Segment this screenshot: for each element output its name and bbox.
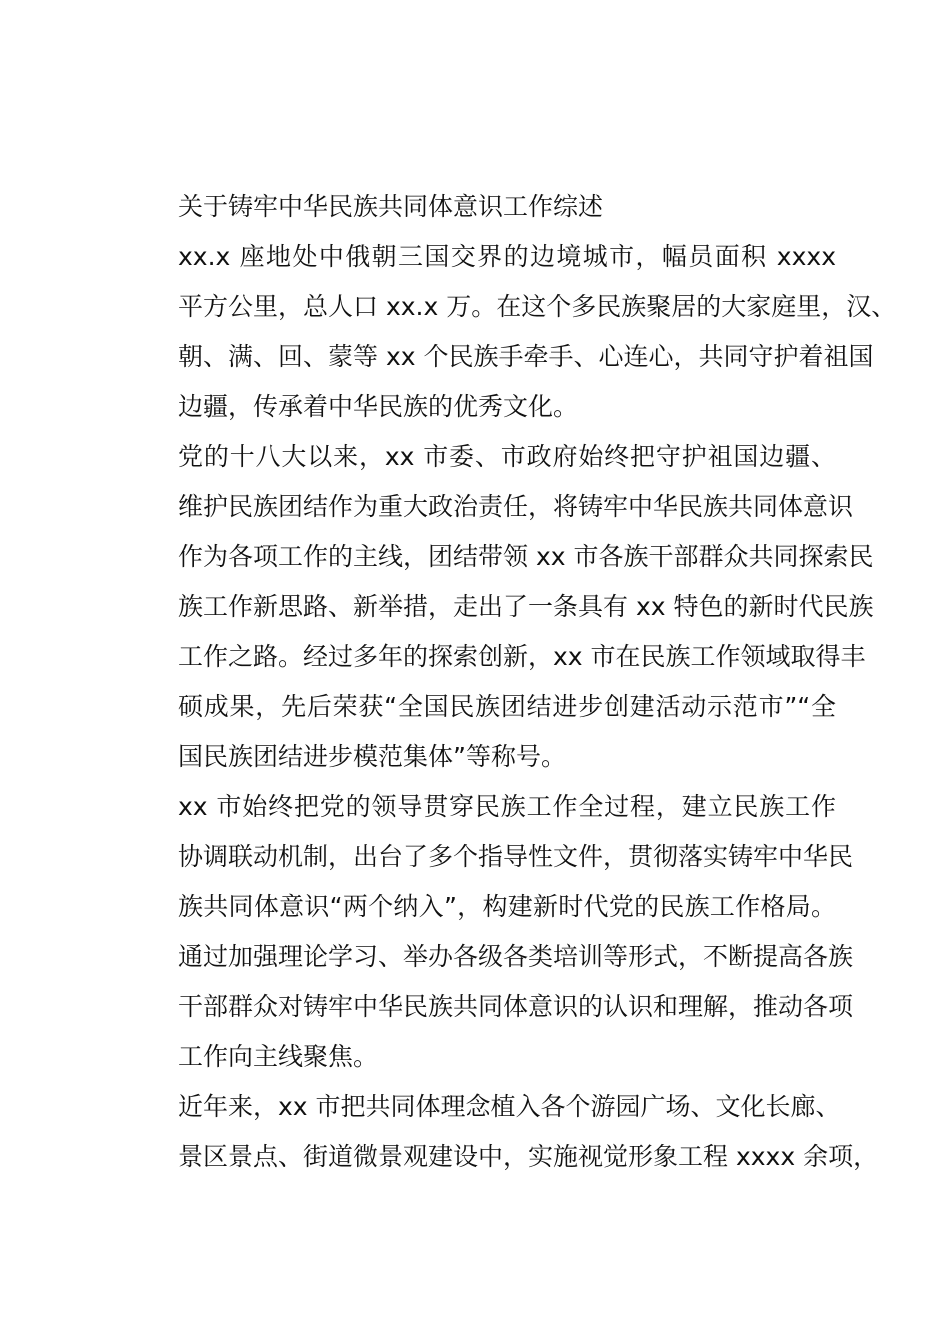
paragraph-line: 作为各项工作的主线，团结带领 xx 市各族干部群众共同探索民 xyxy=(178,542,874,571)
paragraph-line: 工作向主线聚焦。 xyxy=(178,1042,379,1071)
paragraph-line: xx 市始终把党的领导贯穿民族工作全过程，建立民族工作 xyxy=(178,792,836,821)
paragraph-line: 通过加强理论学习、举办各级各类培训等形式，不断提高各族 xyxy=(178,942,854,971)
paragraph-line: 干部群众对铸牢中华民族共同体意识的认识和理解，推动各项 xyxy=(178,992,854,1021)
paragraph-line: 朝、满、回、蒙等 xx 个民族手牵手、心连心，共同守护着祖国 xyxy=(178,342,874,371)
paragraph-1 xyxy=(128,232,897,432)
paragraph-line: 景区景点、街道微景观建设中，实施视觉形象工程 xxxx 余项， xyxy=(178,1142,879,1171)
paragraph-line: 平方公里，总人口 xx.x 万。在这个多民族聚居的大家庭里，汉、 xyxy=(178,292,897,321)
paragraph-line: 近年来，xx 市把共同体理念植入各个游园广场、文化长廊、 xyxy=(178,1092,841,1121)
paragraph-line: 工作之路。经过多年的探索创新，xx 市在民族工作领域取得丰 xyxy=(178,642,866,671)
document-title: 关于铸牢中华民族共同体意识工作综述 xyxy=(178,192,604,221)
paragraph-line: 国民族团结进步模范集体”等称号。 xyxy=(178,742,566,771)
paragraph-line: xx.x 座地处中俄朝三国交界的边境城市，幅员面积 xxxx xyxy=(178,242,836,271)
paragraph-3 xyxy=(128,782,854,1082)
paragraph-line: 边疆，传承着中华民族的优秀文化。 xyxy=(178,392,579,421)
document-body xyxy=(128,182,897,1182)
paragraph-2 xyxy=(128,432,874,782)
paragraph-4 xyxy=(128,1082,879,1182)
paragraph-line: 协调联动机制，出台了多个指导性文件，贯彻落实铸牢中华民 xyxy=(178,842,854,871)
paragraph-line: 党的十八大以来，xx 市委、市政府始终把守护祖国边疆、 xyxy=(178,442,836,471)
paragraph-line: 族共同体意识“两个纳入”，构建新时代党的民族工作格局。 xyxy=(178,892,836,921)
paragraph-line: 族工作新思路、新举措，走出了一条具有 xx 特色的新时代民族 xyxy=(178,592,874,621)
paragraph-line: 硕成果，先后荣获“全国民族团结进步创建活动示范市”“全 xyxy=(178,692,836,721)
paragraph-line: 维护民族团结作为重大政治责任，将铸牢中华民族共同体意识 xyxy=(178,492,854,521)
